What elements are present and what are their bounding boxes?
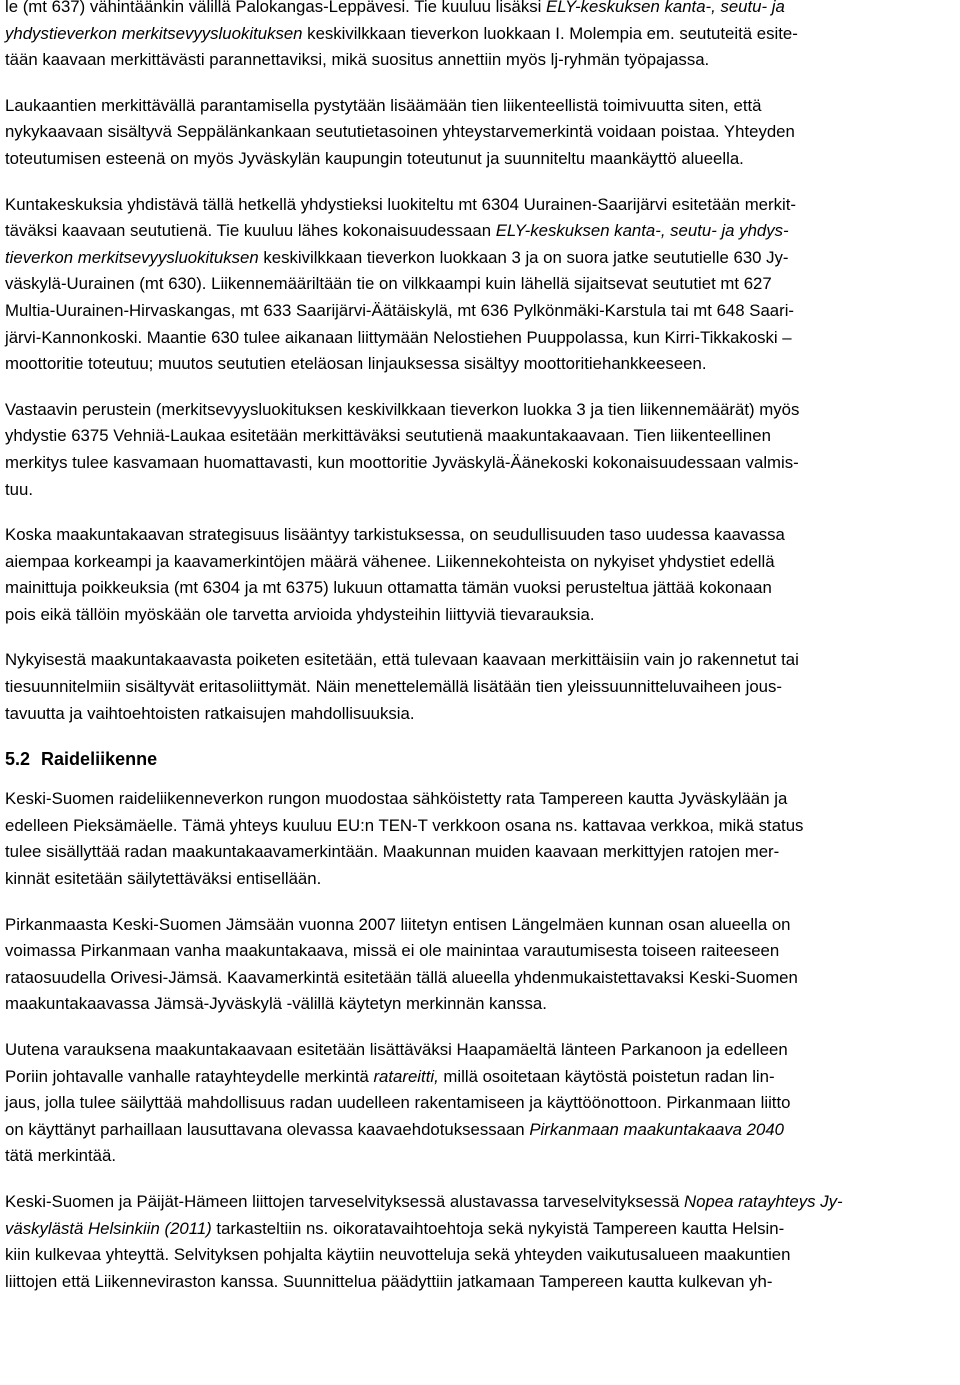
- text-run: järvi-Kannonkoski. Maantie 630 tulee aikanaan liittymään Nelostiehen Puuppolassa, kun Kirri-Tikkakoski –: [5, 327, 792, 347]
- text-line: [5, 991, 958, 1018]
- text-run: mainittuja poikkeuksia (mt 6304 ja mt 6375) lukuun ottamatta tämän vuoksi perusteltua jättää kokonaan: [5, 578, 772, 598]
- text-line: [5, 522, 958, 549]
- paragraph: [5, 786, 958, 892]
- text-line: [5, 1064, 958, 1091]
- italic-text-run: väskylästä Helsinkiin (2011): [5, 1218, 212, 1238]
- text-run: kinnät esitetään säilytettäväksi entisellään.: [5, 869, 322, 889]
- text-line: [5, 674, 958, 701]
- text-section: [5, 0, 958, 727]
- italic-text-run: ELY-keskuksen kanta-, seutu- ja yhdys-: [495, 221, 789, 241]
- text-run: pois eikä tällöin myöskään ole tarvetta arvioida yhdysteihin liittyviä tievarauksia.: [5, 604, 595, 624]
- text-run: kiin kulkevaa yhteyttä. Selvityksen pohjalta käytiin neuvotteluja sekä yhteyden vaikutusalueen maakuntien: [5, 1245, 791, 1265]
- text-run: Pirkanmaasta Keski-Suomen Jämsään vuonna 2007 liitetyn entisen Längelmäen kunnan osan alueella on: [5, 914, 791, 934]
- italic-text-run: yhdystieverkon merkitsevyysluokituksen: [5, 23, 303, 43]
- text-section: [5, 786, 958, 1295]
- text-line: [5, 271, 958, 298]
- text-run: millä osoitetaan käytöstä poistetun radan lin-: [438, 1066, 775, 1086]
- text-run: täväksi kaavaan seututienä. Tie kuuluu lähes kokonaisuudessaan: [5, 221, 496, 241]
- text-run: maakuntakaavassa Jämsä-Jyväskylä -välillä käytetyn merkinnän kanssa.: [5, 994, 547, 1014]
- text-line: [5, 701, 958, 728]
- text-line: [5, 351, 958, 378]
- paragraph: [5, 192, 958, 378]
- text-run: Kuntakeskuksia yhdistävä tällä hetkellä yhdystieksi luokiteltu mt 6304 Uurainen-Saarijärvi esitetään merkit-: [5, 194, 796, 214]
- text-line: [5, 325, 958, 352]
- italic-text-run: ELY-keskuksen kanta-, seutu- ja: [546, 0, 785, 16]
- text-run: tätä merkintää.: [5, 1146, 116, 1166]
- text-line: [5, 423, 958, 450]
- text-line: [5, 813, 958, 840]
- text-line: [5, 21, 958, 48]
- text-line: [5, 1269, 958, 1296]
- text-run: rataosuudella Orivesi-Jämsä. Kaavamerkintä esitetään tällä alueella yhdenmukaistettavaksi Keski-Suomen: [5, 967, 798, 987]
- text-line: [5, 450, 958, 477]
- text-run: edelleen Pieksämäelle. Tämä yhteys kuuluu EU:n TEN-T verkkoon osana ns. kattavaa verkkoa, mikä status: [5, 815, 804, 835]
- text-run: yhdystie 6375 Vehniä-Laukaa esitetään merkittäväksi seututienä maakuntakaavaan. Tien liikenteellinen: [5, 426, 771, 446]
- text-line: [5, 1242, 958, 1269]
- text-run: tään kaavaan merkittävästi parannettaviksi, mikä suositus annettiin myös lj-ryhmän työpajassa.: [5, 50, 710, 70]
- text-line: [5, 1037, 958, 1064]
- text-line: [5, 1189, 958, 1216]
- paragraph: [5, 1189, 958, 1295]
- text-run: Multia-Uurainen-Hirvaskangas, mt 633 Saarijärvi-Äätäiskylä, mt 636 Pylkönmäki-Karstula tai mt 648 Saari-: [5, 300, 795, 320]
- document-page: [5, 0, 958, 1314]
- text-run: Laukaantien merkittävällä parantamisella pystytään lisäämään tien liikenteellistä toimivuutta siten, että: [5, 95, 762, 115]
- text-line: [5, 1143, 958, 1170]
- text-line: [5, 647, 958, 674]
- text-run: le (mt 637) vähintäänkin välillä Palokangas-Leppävesi. Tie kuuluu lisäksi: [5, 0, 547, 16]
- text-run: jaus, jolla tulee säilyttää mahdollisuus radan uudelleen rakentamiseen ja käyttöönottoon. Pirkanmaan liitto: [5, 1093, 791, 1113]
- text-line: [5, 245, 958, 272]
- text-line: [5, 146, 958, 173]
- section-heading: [5, 746, 958, 772]
- text-run: moottoritie toteutuu; muutos seututien eteläosan linjauksessa sisältyy moottoritiehankkeeseen.: [5, 354, 707, 374]
- paragraph: [5, 522, 958, 628]
- italic-text-run: Pirkanmaan maakuntakaava 2040: [529, 1119, 784, 1139]
- text-run: liittojen että Liikenneviraston kanssa. Suunnittelua päädyttiin jatkamaan Tampereen kautta kulkevan yh-: [5, 1271, 773, 1291]
- text-line: [5, 1090, 958, 1117]
- text-line: [5, 839, 958, 866]
- text-line: [5, 1117, 958, 1144]
- text-line: [5, 47, 958, 74]
- text-run: Vastaavin perustein (merkitsevyysluokituksen keskivilkkaan tieverkon luokka 3 ja tien liikennemäärät) myös: [5, 399, 800, 419]
- paragraph: [5, 647, 958, 727]
- text-line: [5, 397, 958, 424]
- text-line: [5, 786, 958, 813]
- text-run: aiempaa korkeampi ja kaavamerkintöjen määrä vähenee. Liikennekohteista on nykyiset yhdystiet edellä: [5, 551, 775, 571]
- paragraph: [5, 93, 958, 173]
- text-line: [5, 938, 958, 965]
- section-number: 5.2: [5, 749, 31, 770]
- text-run: nykykaavaan sisältyvä Seppälänkankaan seututietasoinen yhteystarvemerkintä voidaan poistaa. Yhteyden: [5, 122, 795, 142]
- text-run: tavuutta ja vaihtoehtoisten ratkaisujen mahdollisuuksia.: [5, 703, 415, 723]
- section-title: Raideliikenne: [41, 749, 158, 770]
- text-run: Keski-Suomen raideliikenneverkon rungon muodostaa sähköistetty rata Tampereen kautta Jyväskylään ja: [5, 789, 788, 809]
- text-run: keskivilkkaan tieverkon luokkaan I. Molempia em. seututeitä esite-: [302, 23, 798, 43]
- text-run: Poriin johtavalle vanhalle ratayhteydelle merkintä: [5, 1066, 374, 1086]
- text-run: merkitys tulee kasvamaan huomattavasti, kun moottoritie Jyväskylä-Äänekoski kokonaisuudessaan valmis-: [5, 452, 799, 472]
- text-line: [5, 965, 958, 992]
- text-line: [5, 119, 958, 146]
- text-line: [5, 549, 958, 576]
- text-line: [5, 192, 958, 219]
- text-run: Uutena varauksena maakuntakaavaan esitetään lisättäväksi Haapamäeltä länteen Parkanoon ja edelleen: [5, 1040, 788, 1059]
- paragraph: [5, 1037, 958, 1170]
- paragraph: [5, 912, 958, 1018]
- text-run: Keski-Suomen ja Päijät-Hämeen liittojen tarveselvityksessä alustavassa tarveselvityksessä: [5, 1191, 684, 1211]
- text-line: [5, 912, 958, 939]
- italic-text-run: Nopea ratayhteys Jy-: [684, 1191, 843, 1211]
- text-line: [5, 298, 958, 325]
- text-run: on käyttänyt parhaillaan lausuttavana olevassa kaavaehdotuksessaan: [5, 1119, 530, 1139]
- text-line: [5, 218, 958, 245]
- text-line: [5, 602, 958, 629]
- paragraph: [5, 0, 958, 74]
- text-run: toteutumisen esteenä on myös Jyväskylän kaupungin toteutunut ja suunniteltu maankäyttö alueella.: [5, 148, 744, 168]
- text-run: tulee sisällyttää radan maakuntakaavamerkintään. Maakunnan muiden kaavaan merkittyjen ratojen mer-: [5, 842, 780, 862]
- text-run: voimassa Pirkanmaan vanha maakuntakaava, missä ei ole mainintaa varautumisesta toiseen raiteeseen: [5, 941, 780, 961]
- text-run: Nykyisestä maakuntakaavasta poiketen esitetään, että tulevaan kaavaan merkittäisiin vain jo rakennetut tai: [5, 650, 799, 670]
- text-line: [5, 575, 958, 602]
- italic-text-run: ratareitti,: [373, 1066, 439, 1086]
- text-line: [5, 477, 958, 504]
- text-run: tuu.: [5, 479, 33, 499]
- italic-text-run: tieverkon merkitsevyysluokituksen: [5, 247, 259, 267]
- text-run: Koska maakuntakaavan strategisuus lisääntyy tarkistuksessa, on seudullisuuden taso uudessa kaavassa: [5, 525, 785, 545]
- text-run: keskivilkkaan tieverkon luokkaan 3 ja on suora jatke seututielle 630 Jy-: [258, 247, 789, 267]
- text-line: [5, 0, 958, 21]
- text-run: tarkasteltiin ns. oikoratavaihtoehtoja sekä nykyistä Tampereen kautta Helsin-: [211, 1218, 785, 1238]
- text-line: [5, 1216, 958, 1243]
- text-line: [5, 93, 958, 120]
- text-run: väskylä-Uurainen (mt 630). Liikennemääriltään tie on vilkkaampi kuin lähellä sijaitsevat seututiet mt 627: [5, 274, 772, 294]
- text-run: tiesuunnitelmiin sisältyvät eritasoliittymät. Näin menettelemällä lisätään tien yleissuunnitteluvaiheen jous-: [5, 677, 782, 697]
- text-line: [5, 866, 958, 893]
- paragraph: [5, 397, 958, 503]
